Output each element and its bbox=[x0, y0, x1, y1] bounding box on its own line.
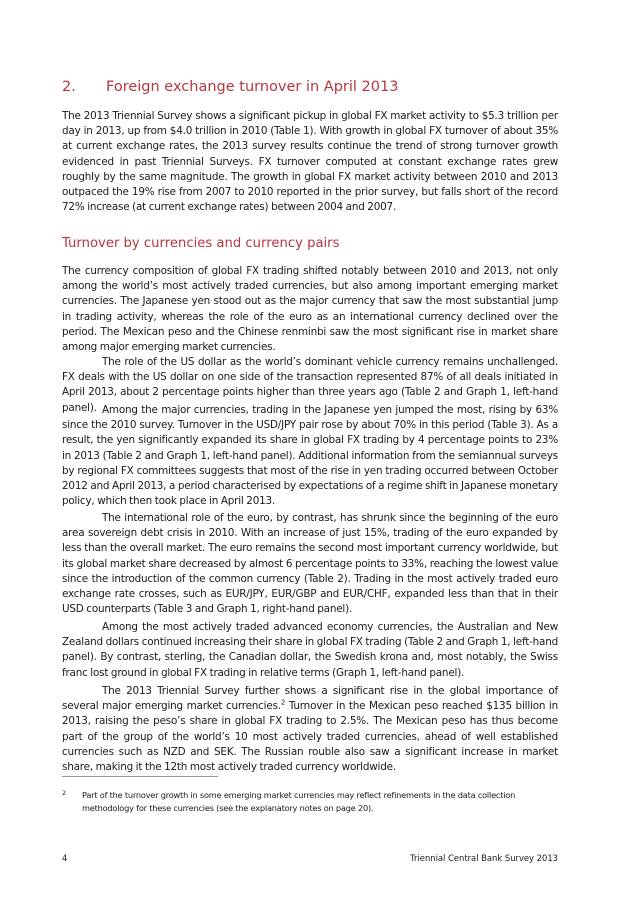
body-paragraph: Among the most actively traded advanced economy currencies, the Australian and New Zealand dollars continued increasing their share in global FX trading (Table 2 and Graph 1, left-hand panel). By contrast, sterling, the Canadian dollar, the Swedish krona and, most notably, the Swiss franc lost ground in global FX trading in relative terms (Graph 1, left-hand panel). bbox=[62, 621, 558, 679]
section-number: 2. bbox=[62, 79, 76, 95]
intro-paragraph: The 2013 Triennial Survey shows a significant pickup in global FX market activity to $5.3 trillion per day in 2013, up from $4.0 trillion in 2010 (Table 1). With growth in global FX turnover of about 35% at current exchange rates, the 2013 survey results continue the trend of strong turnover growth evidenced in past Triennial Surveys. FX turnover computed at constant exchange rates grew roughly by the same magnitude. The growth in global FX market activity between 2010 and 2013 outpaced the 19% rise from 2007 to 2010 reported in the prior survey, but falls short of the record 72% increase (at current exchange rates) between 2004 and 2007. bbox=[62, 110, 558, 214]
body-paragraph: The international role of the euro, by contrast, has shrunk since the beginning of the euro area sovereign debt crisis in 2010. With an increase of just 15%, trading of the euro expanded by less than the overall market. The euro remains the second most important currency worldwide, but its global market share decreased by almost 6 percentage points to 33%, reaching the lowest value since the introduction of the common currency (Table 2). Trading in the most actively traded euro exchange rate crosses, such as EUR/JPY, EUR/GBP and EUR/CHF, expanded less than that in their USD counterparts (Table 3 and Graph 1, right-hand panel). bbox=[62, 512, 558, 616]
paragraph-text: Turnover in the Mexican peso reached $135 billion in 2013, raising the peso’s share in global FX trading to 2.5%. The Mexican peso has thus become part of the group of the world’s 10 most actively traded currencies, ahead of well established currencies such as NZD and SEK. The Russian rouble also saw a significant increase in market share, making it the 12th most actively traded currency worldwide. bbox=[62, 700, 558, 774]
body-paragraph-with-footnote bbox=[62, 684, 558, 775]
footnote bbox=[62, 789, 558, 815]
body-paragraph: The currency composition of global FX trading shifted notably between 2010 and 2013, not only among the world’s most actively traded currencies, but also among important emerging market currencies. The Japanese yen stood out as the major currency that saw the most substantial jump in trading activity, whereas the role of the euro as an international currency declined over the period. The Mexican peso and the Chinese renminbi saw the most significant rise in market share among major emerging market currencies. bbox=[62, 265, 558, 354]
footnote-divider bbox=[62, 776, 218, 777]
body-paragraph: Among the major currencies, trading in the Japanese yen jumped the most, rising by 63% since the 2010 survey. Turnover in the USD/JPY pair rose by about 70% in this period (Table 3). As a result, the yen significantly expanded its share in global FX trading by 4 percentage points to 23% in 2013 (Table 2 and Graph 1, left-hand panel). Additional information from the semiannual surveys by regional FX committees suggests that most of the rise in yen trading occurred between October 2012 and April 2013, a period characterised by expectations of a regime shift in Japanese monetary policy, which then took place in April 2013. bbox=[62, 404, 558, 508]
page-number: 4 bbox=[62, 853, 68, 863]
publication-title: Triennial Central Bank Survey 2013 bbox=[410, 853, 558, 863]
body-paragraph: The role of the US dollar as the world’s dominant vehicle currency remains unchallenged. FX deals with the US dollar on one side of the transaction represented 87% of all deals initiated in April 2013, about 2 percentage points higher than three years ago (Table 2 and Graph 1, left-hand panel). bbox=[62, 356, 558, 414]
footnote-text: Part of the turnover growth in some emerging market currencies may reflect refinements in the data collection methodology for these currencies (see the explanatory notes on page 20). bbox=[82, 790, 516, 813]
footnote-mark: 2 bbox=[62, 789, 66, 797]
footnote-reference[interactable]: 2 bbox=[280, 698, 286, 707]
paragraph-text: The 2013 Triennial Survey further shows a significant rise in the global importance of several major emerging market currencies. bbox=[62, 685, 558, 713]
section-title: Foreign exchange turnover in April 2013 bbox=[106, 79, 399, 95]
subsection-heading: Turnover by currencies and currency pairs bbox=[62, 236, 340, 251]
section-heading bbox=[62, 77, 562, 97]
